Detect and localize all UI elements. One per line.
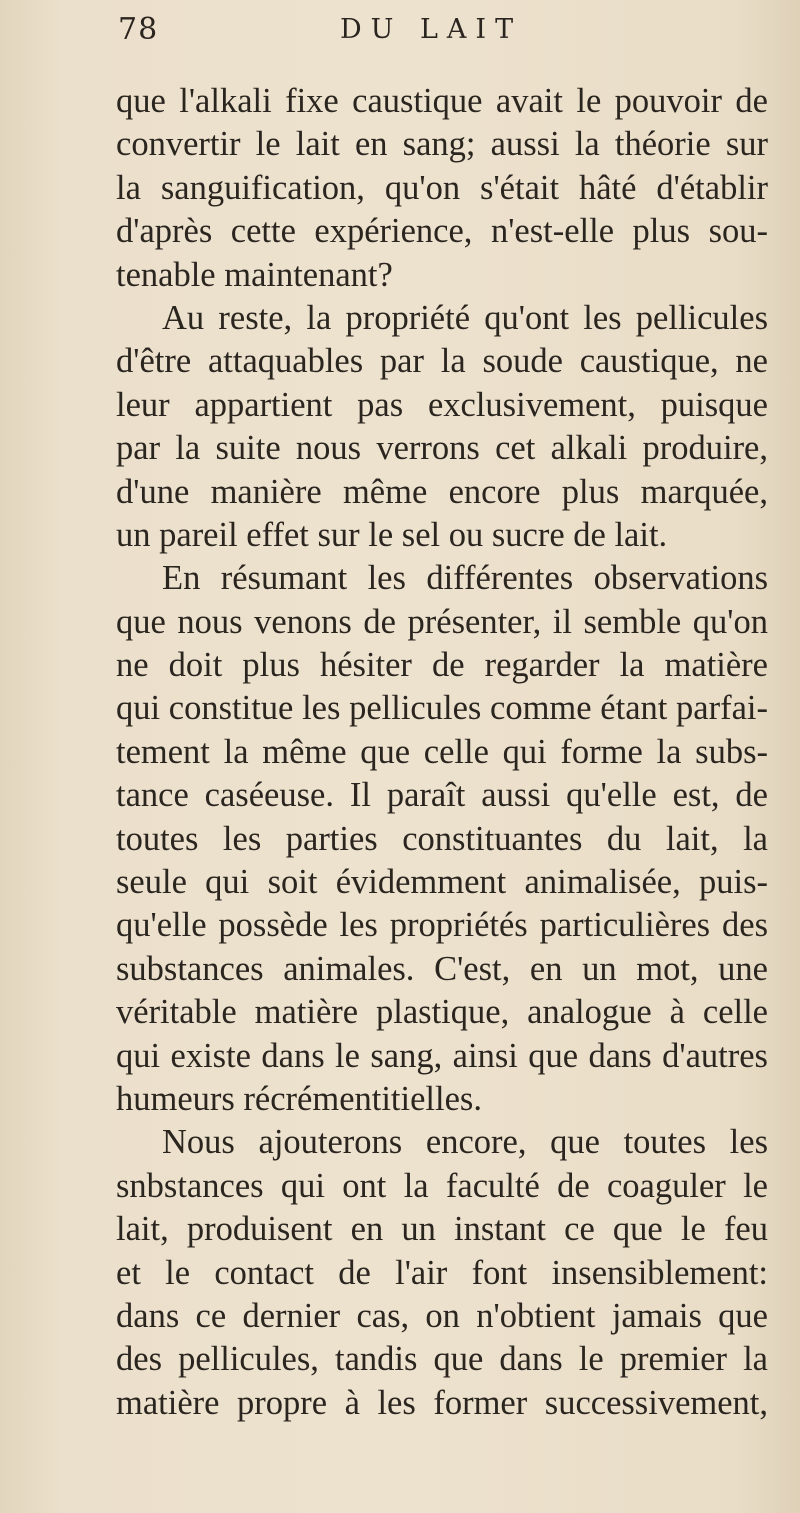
text-line: tement la même que celle qui forme la subs- (116, 732, 768, 771)
text-line: ne doit plus hésiter de regarder la matière (116, 646, 768, 685)
text-line: qui constitue les pellicules comme étant parfai- (116, 689, 768, 728)
page-number: 78 (118, 12, 159, 47)
text-line: matière propre à les former successivement, (116, 1383, 768, 1422)
text-line: par la suite nous verrons cet alkali produire, (116, 429, 768, 468)
text-line: véritable matière plastique, analogue à celle (116, 993, 768, 1032)
text-line: qu'elle possède les propriétés particulières des (116, 906, 768, 945)
text-line: convertir le lait en sang; aussi la théorie sur (116, 125, 768, 164)
paragraph (116, 557, 768, 1121)
text-line: des pellicules, tandis que dans le premier la (116, 1340, 768, 1379)
text-line: d'une manière même encore plus marquée, (116, 472, 768, 511)
text-line: Au reste, la propriété qu'ont les pellicules (162, 298, 768, 337)
text-line: qui existe dans le sang, ainsi que dans d'autres (116, 1036, 768, 1075)
text-line: d'être attaquables par la soude caustique, ne (116, 342, 768, 381)
running-head: DU LAIT (340, 14, 523, 45)
text-line: humeurs récrémentitielles. (116, 1079, 482, 1118)
text-line: un pareil effet sur le sel ou sucre de lait. (116, 515, 668, 554)
body-text (116, 80, 768, 1425)
text-line: que nous venons de présenter, il semble qu'on (116, 602, 768, 641)
text-line: tance caséeuse. Il paraît aussi qu'elle est, de (116, 776, 768, 815)
text-line: toutes les parties constituantes du lait, la (116, 819, 768, 858)
text-line: snbstances qui ont la faculté de coaguler le (116, 1166, 768, 1205)
page-header (118, 12, 738, 52)
text-line: et le contact de l'air font insensiblement: (116, 1253, 768, 1292)
paragraph (116, 297, 768, 557)
text-line: leur appartient pas exclusivement, puisque (116, 385, 768, 424)
text-line: En résumant les différentes observations (162, 559, 768, 598)
text-line: d'après cette expérience, n'est-elle plus sou- (116, 212, 768, 251)
text-line: lait, produisent en un instant ce que le feu (116, 1210, 768, 1249)
text-line: Nous ajouterons encore, que toutes les (162, 1123, 768, 1162)
text-line: la sanguification, qu'on s'était hâté d'établir (116, 168, 768, 207)
paragraph (116, 80, 768, 297)
paragraph (116, 1121, 768, 1425)
text-line: substances animales. C'est, en un mot, une (116, 949, 768, 988)
text-line: que l'alkali fixe caustique avait le pouvoir de (116, 82, 768, 120)
text-line: seule qui soit évidemment animalisée, puis- (116, 863, 768, 902)
text-line: dans ce dernier cas, on n'obtient jamais que (116, 1296, 768, 1335)
text-line: tenable maintenant? (116, 255, 393, 294)
